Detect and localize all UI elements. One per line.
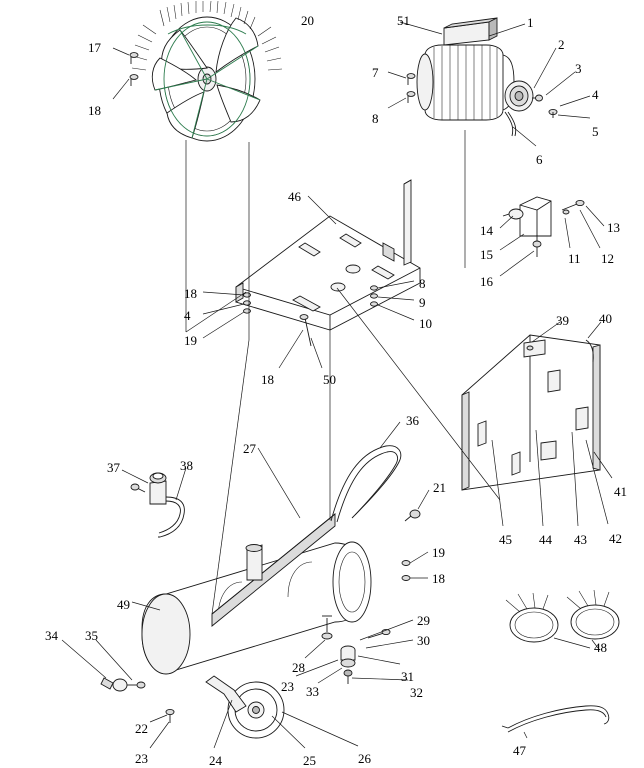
callout-31: 31 [401, 669, 414, 684]
callout-35: 35 [85, 628, 98, 643]
callout-26: 26 [358, 751, 371, 766]
foot-fastener-22-23 [150, 709, 174, 748]
callout-1: 1 [527, 15, 534, 30]
callout-11: 11 [568, 251, 581, 266]
callout-18-b: 18 [184, 286, 197, 301]
motor-assembly-1 [417, 15, 534, 136]
callout-23-b: 23 [135, 751, 148, 766]
callout-47: 47 [513, 743, 526, 758]
callout-45: 45 [499, 532, 512, 547]
callout-8-a: 8 [372, 111, 379, 126]
callout-14: 14 [480, 223, 493, 238]
callout-4-b: 4 [184, 308, 191, 323]
callout-18-c: 18 [261, 372, 274, 387]
callout-24: 24 [209, 753, 222, 768]
fitting-21 [405, 490, 429, 521]
callout-50: 50 [323, 372, 336, 387]
fastener-group-17-18 [113, 48, 138, 99]
callout-16: 16 [480, 274, 493, 289]
callout-18: 18 [88, 103, 101, 118]
callout-4: 4 [592, 87, 599, 102]
callout-36: 36 [406, 413, 419, 428]
callout-37: 37 [107, 460, 120, 475]
shroud-panel-assembly [462, 322, 612, 526]
callout-32: 32 [410, 685, 423, 700]
pressure-switch-assembly [500, 197, 604, 276]
callout-34: 34 [45, 628, 58, 643]
fan-assembly-20 [132, 1, 282, 141]
callout-22: 22 [135, 721, 148, 736]
callout-23: 23 [281, 679, 294, 694]
callout-15: 15 [480, 247, 493, 262]
base-plate-46 [236, 180, 420, 330]
callout-43: 43 [574, 532, 587, 547]
callout-51: 51 [397, 13, 410, 28]
callout-42: 42 [609, 531, 622, 546]
callout-39: 39 [556, 313, 569, 328]
callout-27: 27 [243, 441, 256, 456]
power-cord-47 [502, 706, 609, 738]
callout-2: 2 [558, 37, 565, 52]
callout-8-b: 8 [419, 276, 426, 291]
callout-13: 13 [607, 220, 620, 235]
callout-6: 6 [536, 152, 543, 167]
callout-30: 30 [417, 633, 430, 648]
callout-40: 40 [599, 311, 612, 326]
callout-9: 9 [419, 295, 426, 310]
callout-48: 48 [594, 640, 607, 655]
callout-21: 21 [433, 480, 446, 495]
callout-5: 5 [592, 124, 599, 139]
regulator-37-38 [122, 468, 186, 537]
callout-41: 41 [614, 484, 627, 499]
callout-28: 28 [292, 660, 305, 675]
fastener-group-19-18-tank [402, 552, 428, 581]
callout-10: 10 [419, 316, 432, 331]
callout-46: 46 [288, 189, 301, 204]
assembly-reference-lines [186, 130, 500, 614]
fastener-group-7-8 [388, 72, 415, 108]
callout-17: 17 [88, 40, 101, 55]
callout-7: 7 [372, 65, 379, 80]
drain-cock-34-35 [62, 640, 145, 691]
callout-12: 12 [601, 251, 614, 266]
callout-33: 33 [306, 684, 319, 699]
callout-29: 29 [417, 613, 430, 628]
callout-3: 3 [575, 61, 582, 76]
callout-44: 44 [539, 532, 552, 547]
callout-19-b: 19 [432, 545, 445, 560]
callout-49: 49 [117, 597, 130, 612]
tank-assembly-49 [132, 422, 401, 674]
callout-38: 38 [180, 458, 193, 473]
callout-18-d: 18 [432, 571, 445, 586]
callout-19: 19 [184, 333, 197, 348]
callout-20: 20 [301, 13, 314, 28]
callout-25: 25 [303, 753, 316, 768]
